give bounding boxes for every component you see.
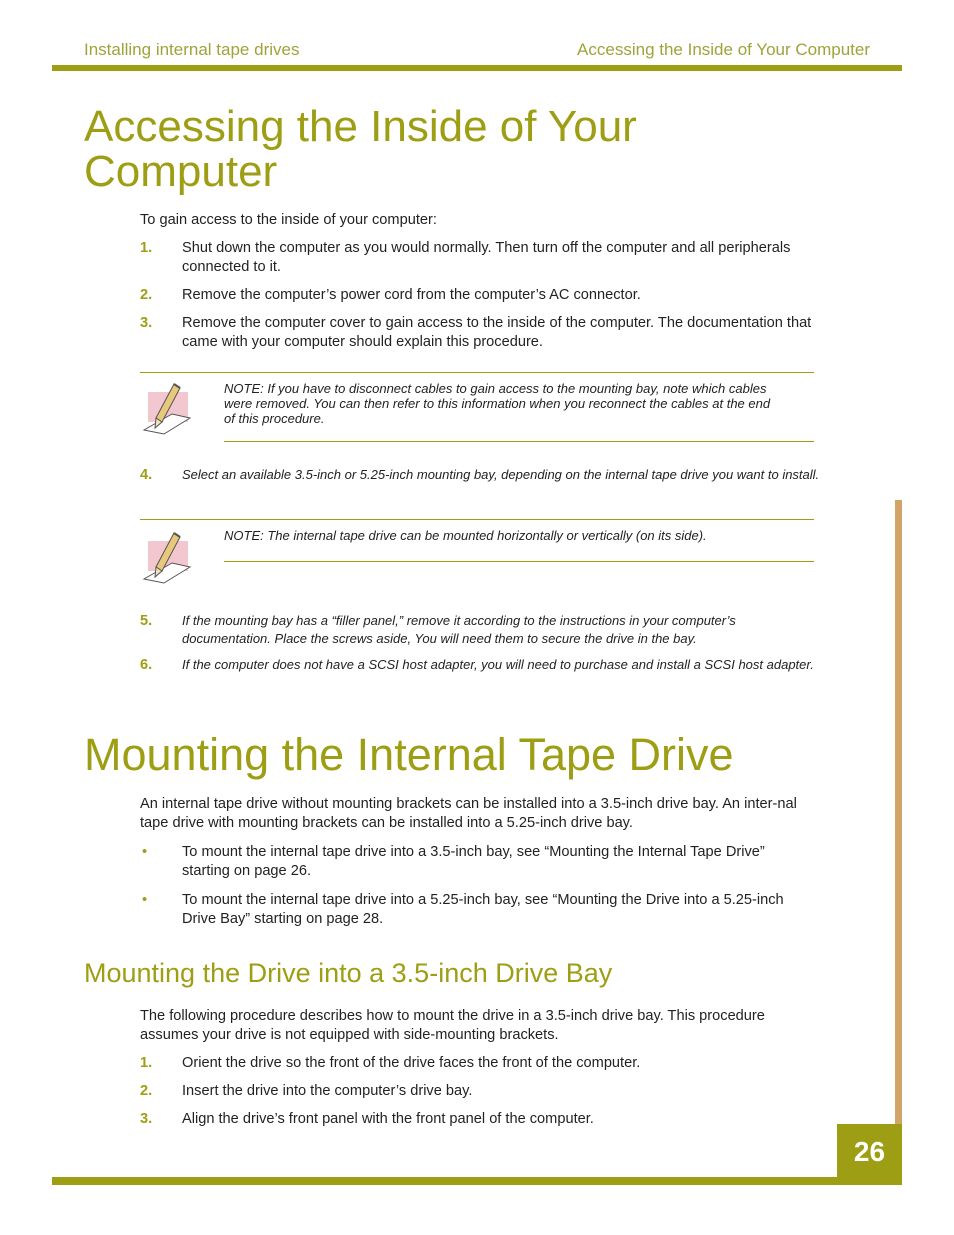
running-header-right: Accessing the Inside of Your Computer (577, 40, 870, 59)
bullet-text: To mount the internal tape drive into a 3.5-inch bay, see “Mounting the Internal Tape Drive” starting on page 26. (182, 844, 765, 879)
note-callout-2 (140, 519, 814, 589)
note-rule-top (140, 372, 814, 373)
note-rule-bottom (224, 561, 814, 562)
note-text: NOTE: The internal tape drive can be mounted horizontally or vertically (on its side). (224, 528, 707, 543)
pencil-note-icon (142, 531, 192, 585)
step-number: 3. (140, 315, 153, 331)
header-rule (52, 65, 902, 71)
step-text: Insert the drive into the computer’s drive bay. (182, 1083, 473, 1099)
step-text: Select an available 3.5-inch or 5.25-inch mounting bay, depending on the internal tape drive you want to install. (182, 467, 820, 482)
running-header-left: Installing internal tape drives (84, 40, 300, 59)
section-title-mounting: Mounting the Internal Tape Drive (84, 729, 734, 780)
step-text: Remove the computer’s power cord from the computer’s AC connector. (182, 287, 641, 303)
step-text: If the mounting bay has a “filler panel,” remove it according to the instructions in your computer’s documentation. Place the screws aside, You will need them to secure the drive in the bay. (182, 613, 736, 646)
note-rule-bottom (224, 441, 814, 442)
step-number: 6. (140, 657, 153, 673)
step-number: 1. (140, 240, 153, 256)
pencil-note-icon (142, 382, 192, 436)
bullet-text: To mount the internal tape drive into a 5.25-inch bay, see “Mounting the Drive into a 5.25-inch Drive Bay” starting on page 28. (182, 892, 784, 927)
step-number: 1. (140, 1055, 153, 1071)
step-text: Remove the computer cover to gain access to the inside of the computer. The documentation that came with your computer should explain this procedure. (182, 315, 812, 350)
footer-rule (52, 1177, 902, 1185)
step-text: Shut down the computer as you would normally. Then turn off the computer and all peripherals connected to it. (182, 240, 791, 275)
section3-intro: The following procedure describes how to mount the drive in a 3.5-inch drive bay. This procedure assumes your drive is not equipped with side-mounting brackets. (140, 1008, 765, 1043)
step-number: 3. (140, 1111, 153, 1127)
note-text: NOTE: If you have to disconnect cables to gain access to the mounting bay, note which cables were removed. You can then refer to this information when you reconnect the cables at the end of this procedure. (224, 381, 771, 426)
step-number: 4. (140, 467, 153, 483)
page-number: 26 (837, 1124, 902, 1180)
section2-intro: An internal tape drive without mounting brackets can be installed into a 3.5-inch drive bay. An inter-nal tape drive with mounting brackets can be installed into a 5.25-inch drive bay. (140, 796, 797, 831)
bullet-dot: • (142, 844, 148, 860)
step-number: 2. (140, 1083, 153, 1099)
step-number: 2. (140, 287, 153, 303)
section1-intro: To gain access to the inside of your computer: (140, 212, 437, 228)
section-title-accessing: Accessing the Inside of Your Computer (84, 102, 637, 196)
note-rule-top (140, 519, 814, 520)
step-number: 5. (140, 613, 153, 629)
note-callout-1 (140, 372, 814, 444)
step-text: Align the drive’s front panel with the front panel of the computer. (182, 1111, 594, 1127)
step-text: Orient the drive so the front of the drive faces the front of the computer. (182, 1055, 641, 1071)
subsection-title: Mounting the Drive into a 3.5-inch Drive Bay (84, 958, 613, 988)
side-accent-bar (895, 500, 902, 1124)
bullet-dot: • (142, 892, 148, 908)
step-text: If the computer does not have a SCSI host adapter, you will need to purchase and install a SCSI host adapter. (182, 657, 814, 672)
